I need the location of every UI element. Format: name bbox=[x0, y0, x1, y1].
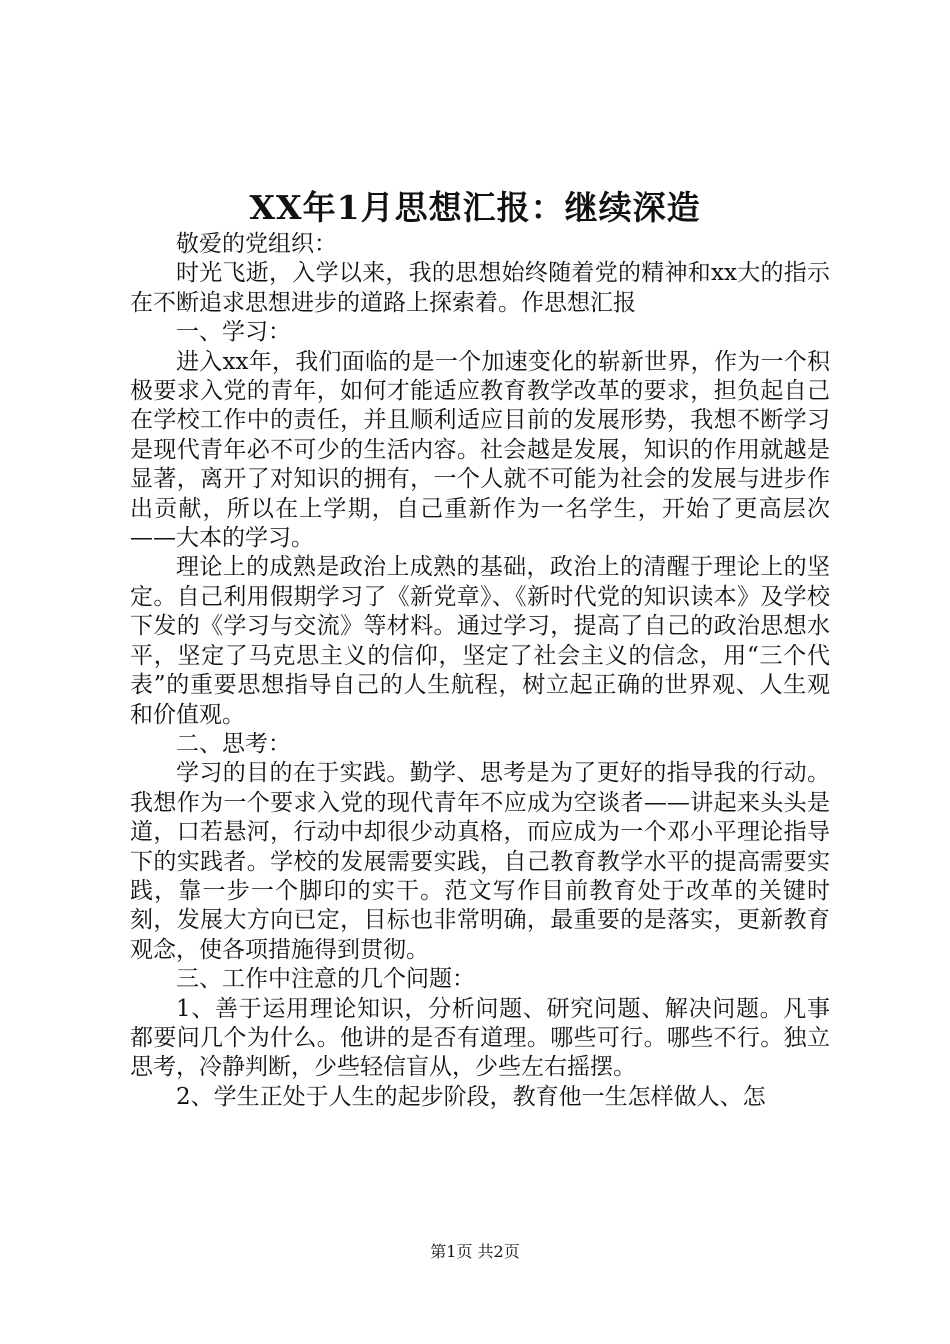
page-number-footer: 第1页 共2页 bbox=[430, 1242, 520, 1261]
paragraph-issue-1: 1、善于运用理论知识，分析问题、研究问题、解决问题。凡事都要问几个为什么。他讲的是否有道理。哪些可行。哪些不行。独立思考，冷静判断，少些轻信盲从，少些左右摇摆。 bbox=[130, 995, 830, 1081]
paragraph-thinking: 学习的目的在于实践。勤学、思考是为了更好的指导我的行动。我想作为一个要求入党的现代青年不应成为空谈者——讲起来头头是道，口若悬河，行动中却很少动真格，而应成为一个邓小平理论指导下的实践者。学校的发展需要实践，自己教育教学水平的提高需要实践，靠一步一个脚印的实干。范文写作目前教育处于改革的关键时刻，发展大方向已定，目标也非常明确，最重要的是落实，更新教育观念，使各项措施得到贯彻。 bbox=[130, 760, 830, 963]
paragraph-intro: 时光飞逝，入学以来，我的思想始终随着党的精神和xx大的指示在不断追求思想进步的道路上探索着。作思想汇报 bbox=[130, 260, 830, 316]
section-heading-thinking: 二、思考： bbox=[176, 730, 291, 757]
paragraph-issue-2: 2、学生正处于人生的起步阶段，教育他一生怎样做人、怎 bbox=[176, 1083, 766, 1110]
paragraph-study-1: 进入xx年，我们面临的是一个加速变化的崭新世界，作为一个积极要求入党的青年，如何才能适应教育教学改革的要求，担负起自己在学校工作中的责任，并且顺利适应目前的发展形势，我想不断学习是现代青年必不可少的生活内容。社会越是发展，知识的作用就越是显著，离开了对知识的拥有，一个人就不可能为社会的发展与进步作出贡献，所以在上学期，自己重新作为一名学生，开始了更高层次——大本的学习。 bbox=[130, 348, 830, 552]
paragraph-study-2: 理论上的成熟是政治上成熟的基础，政治上的清醒于理论上的坚定。自己利用假期学习了《新党章》、《新时代党的知识读本》及学校下发的《学习与交流》等材料。通过学习，提高了自己的政治思想水平，坚定了马克思主义的信仰，坚定了社会主义的信念，用“三个代表”的重要思想指导自己的人生航程，树立起正确的世界观、人生观和价值观。 bbox=[130, 554, 830, 728]
salutation: 敬爱的党组织： bbox=[176, 231, 337, 257]
document-title: XX年1月思想汇报：继续深造 bbox=[249, 188, 701, 227]
section-heading-issues: 三、工作中注意的几个问题： bbox=[176, 966, 475, 993]
document-body bbox=[130, 230, 830, 1112]
section-heading-study: 一、学习： bbox=[176, 319, 291, 346]
